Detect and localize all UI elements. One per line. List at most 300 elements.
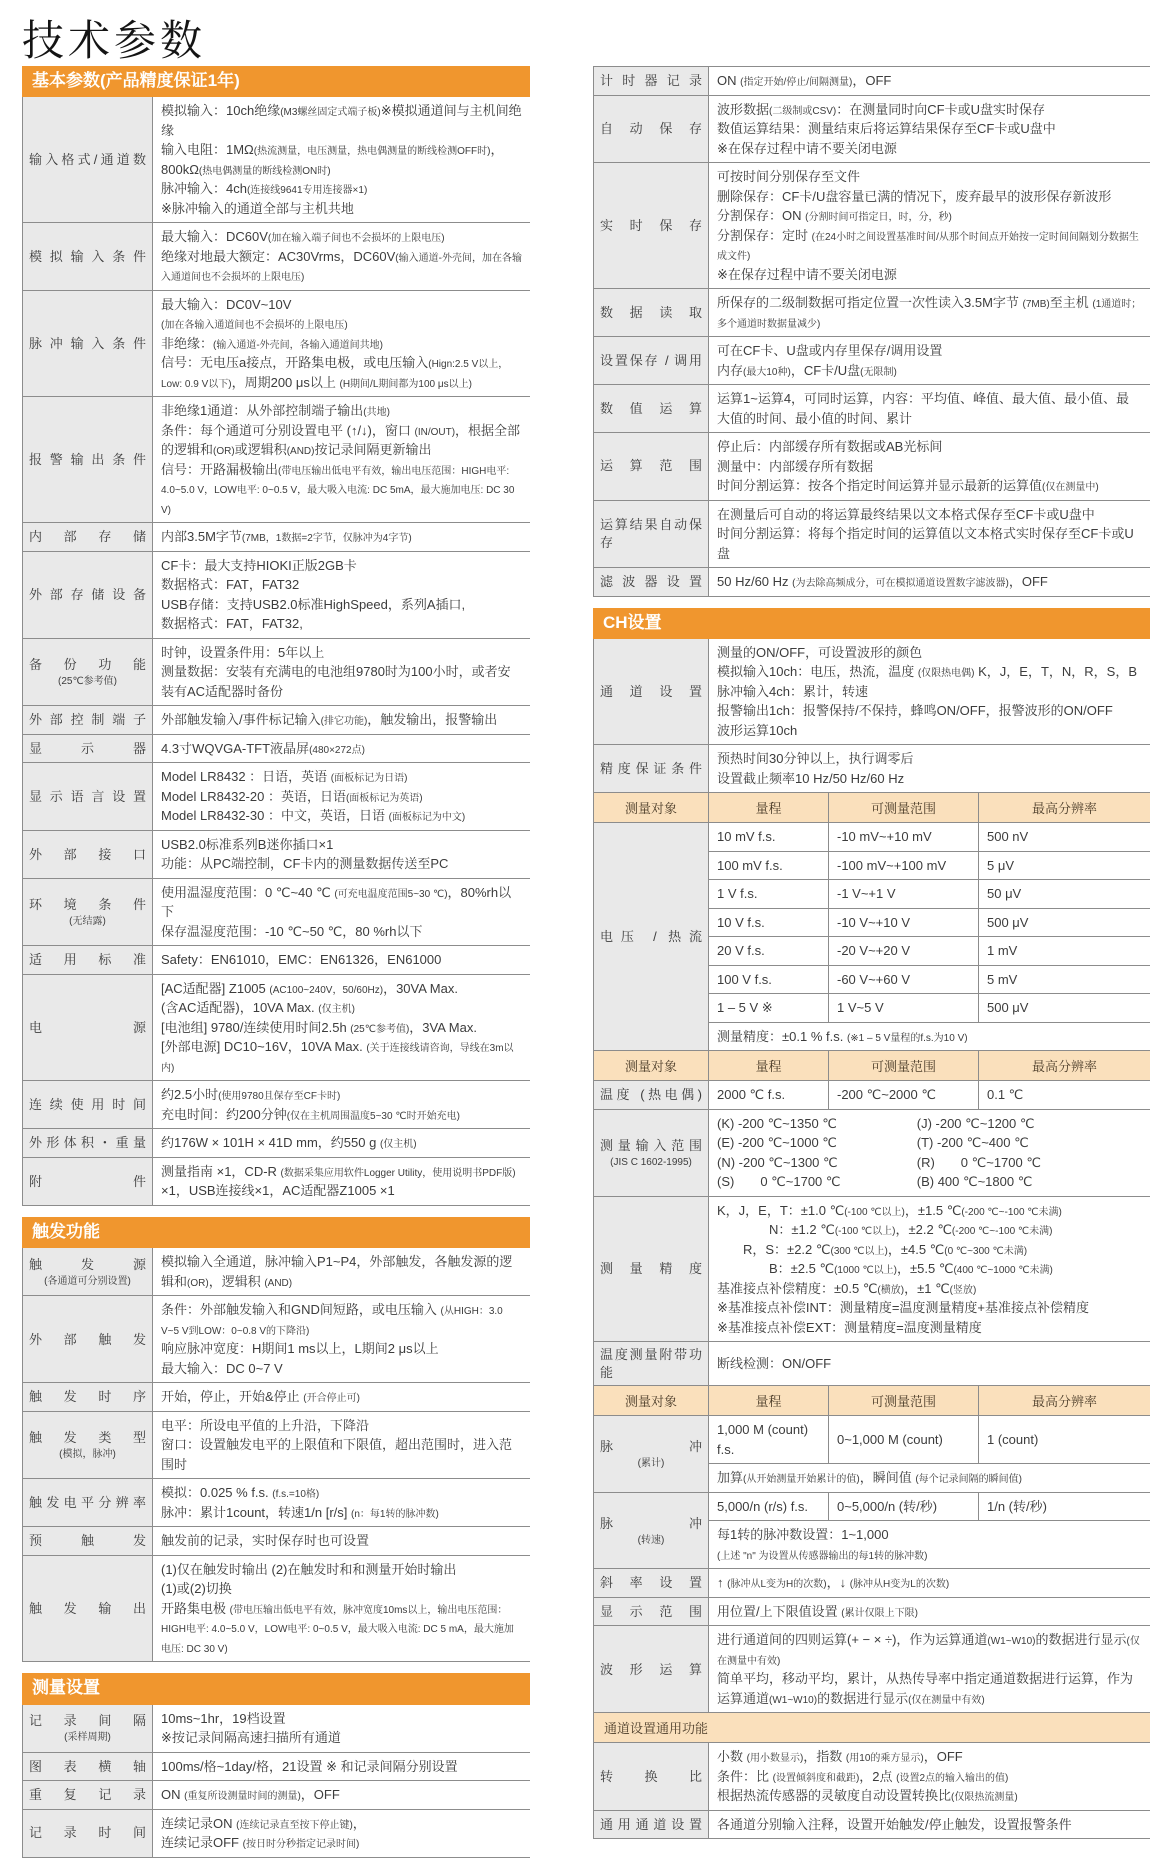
range-value: (S) 0 ℃~1700 ℃ [717, 1174, 841, 1190]
row-label-text: 通用通道设置 [600, 1816, 702, 1832]
spec-column-left [22, 66, 530, 1858]
row-label-subtext: (无结露) [69, 915, 106, 927]
row-label [23, 291, 153, 397]
measure-cell: -200 ℃~2000 ℃ [829, 1081, 979, 1109]
measure-header-cell: 最高分辨率 [1031, 1059, 1097, 1075]
measure-note-row [709, 1464, 1150, 1492]
row-label-text: 外部控制端子 [29, 712, 146, 728]
spec-line: 脉冲输入4ch：累计，转速 [717, 683, 868, 699]
fine-print: (7MB) [1022, 299, 1050, 310]
measure-cell: 0~1,000 M (count) [829, 1416, 979, 1463]
spec-row [594, 433, 1150, 501]
fine-print: (H期间/L期间都为100 μs以上) [339, 378, 472, 390]
spec-line: 根据热流传感器的灵敏度自动设置转换比(仅限热流测量) [717, 1788, 1018, 1804]
fine-print: (仅在测量中有效) [908, 1694, 985, 1706]
row-label-text: 电源 [29, 1019, 146, 1035]
row-content [709, 1743, 1150, 1810]
spec-line: 数据格式：FAT，FAT32, [161, 616, 303, 632]
spec-row [23, 735, 530, 764]
row-content [709, 1811, 1150, 1839]
row-content [153, 291, 530, 397]
row-content [153, 1383, 530, 1411]
row-content [709, 337, 1150, 384]
row-content [709, 1110, 1150, 1196]
row-label-text: 环境条件 [29, 897, 146, 913]
fine-print: (※1 – 5 V量程的f.s.为10 V) [846, 1032, 968, 1044]
measure-header-cell: 量程 [709, 1051, 829, 1080]
row-label [23, 831, 153, 878]
row-label-text: 实时保存 [600, 217, 702, 233]
spec-line: 测量精度：±0.1 % f.s. (※1 – 5 V量程的f.s.为10 V) [717, 1028, 968, 1044]
section [22, 1673, 530, 1857]
spec-line: ※基准接点补偿INT：测量精度=温度测量精度+基准接点补偿精度 [717, 1300, 1090, 1316]
measure-grid-row [709, 937, 1150, 966]
measure-header-cell: 测量对象 [594, 793, 709, 822]
row-label-text: 波形运算 [600, 1661, 702, 1677]
spec-line: 测量数据：安装有充满电的电池组9780时为100小时，或者安装有AC适配器时备份 [161, 664, 511, 699]
row-label-text: 数据读取 [600, 304, 702, 320]
spec-row [594, 1743, 1150, 1811]
fine-print: (连接线9641专用连接器×1) [246, 185, 368, 197]
measure-grid-row [709, 1416, 1150, 1464]
spec-line: 测量的ON/OFF，可设置波形的颜色 [717, 644, 923, 660]
measure-note [709, 1521, 935, 1568]
row-label-subtext: (采样周期) [64, 1731, 111, 1743]
row-label [23, 1412, 153, 1479]
spec-line: B：±2.5 ℃(1000 ℃以上)，±5.5 ℃(400 ℃~1000 ℃未满) [717, 1261, 1053, 1277]
measure-header-cell: 量程 [709, 1386, 829, 1415]
row-content [153, 1527, 530, 1555]
fine-print: (-200 ℃~-100 ℃未满) [961, 1206, 1062, 1218]
spec-line: 预热时间30分钟以上，执行调零后 [717, 751, 914, 767]
spec-row [23, 1810, 530, 1858]
spec-line: Safety：EN61010，EMC：EN61326，EN61000 [161, 952, 442, 968]
spec-row [23, 1383, 530, 1412]
row-content [709, 289, 1150, 336]
fine-print: (f.s.=10格) [272, 1489, 320, 1501]
spec-row [23, 223, 530, 291]
measure-table-header [594, 1386, 1150, 1416]
section-header: 测量设置 [22, 1673, 530, 1704]
row-label-text: 连续使用时间 [29, 1097, 146, 1113]
row-label [594, 163, 709, 288]
row-label-subtext: (累计) [637, 1458, 665, 1469]
spec-line: 时间分割运算：按各个指定时间运算并显示最新的运算值(仅在测量中) [717, 478, 1099, 493]
row-label [23, 397, 153, 522]
page-title: 技术参数 [22, 19, 207, 65]
spec-line: 波形运算10ch [717, 722, 798, 738]
row-content [709, 385, 1150, 432]
fine-print: (无限制) [860, 366, 897, 378]
row-label-text: 备份功能 [29, 657, 146, 673]
spec-line: 模拟输入全通道，脉冲输入P1~P4，外部触发，各触发源的逻辑和(OR)，逻辑积 (AND) [161, 1254, 513, 1289]
fine-print: (横放) [877, 1284, 905, 1296]
row-label [23, 946, 153, 974]
fine-print: (AND) [264, 1277, 293, 1289]
row-label-text: 显示语言设置 [29, 788, 146, 804]
spec-line: 数值运算结果：测量结束后将运算结果保存至CF卡或U盘中 [717, 121, 1056, 136]
fine-print: (1000 ℃以上) [834, 1265, 898, 1277]
fine-print: (OR) [187, 1277, 209, 1289]
measure-grid-row [709, 823, 1150, 852]
spec-table [593, 639, 1150, 1840]
spec-row [594, 1598, 1150, 1627]
spec-line: CF卡：最大支持HIOKI正版2GB卡 [161, 557, 357, 573]
measure-table-header [594, 793, 1150, 823]
measure-cell: -60 V~+60 V [829, 966, 979, 994]
spec-line: 连续记录OFF (按日时分秒指定记录时间) [161, 1835, 360, 1851]
row-label [594, 745, 709, 792]
row-label-text: 显示器 [29, 740, 146, 756]
measure-cell: 5 μV [987, 857, 1015, 873]
spec-line: 开路集电极 (带电压输出低电平有效，脉冲宽度10ms以上，输出电压范围：HIGH电平: 4.0~5.0 V，LOW电平: 0~0.5 V，最大吸入电流: DC 5 mA，最大施加电压: DC 30 V) [161, 1600, 514, 1655]
range-value: (T) -200 ℃~400 ℃ [916, 1135, 1029, 1151]
measure-grid [709, 823, 1150, 1050]
spec-row [23, 1081, 530, 1129]
row-label-text: 测量精度 [600, 1261, 702, 1277]
fine-print: (带电压输出低电平有效，脉冲宽度10ms以上，输出电压范围：HIGH电平: 4.0~5.0 V，LOW电平: 0~0.5 V，最大吸入电流: DC 5 mA，最大施加电压: DC 30 V) [161, 1604, 514, 1655]
fine-print: (-200 ℃~-100 ℃未满) [951, 1226, 1053, 1238]
fine-print: (二级制或CSV) [769, 105, 837, 117]
spec-row [23, 1129, 530, 1158]
spec-line: [AC适配器] Z1005 (AC100~240V，50/60Hz)，30VA Max. [161, 980, 458, 996]
spec-line: 波形数据(二级制或CSV)：在测量同时向CF卡或U盘实时保存 [717, 101, 1045, 117]
fine-print: (仅限热流测量) [951, 1792, 1018, 1804]
spec-row [23, 946, 530, 975]
spec-line: 加算(从开始测量开始累计的值)，瞬间值 (每个记录间隔的瞬间值) [717, 1470, 1022, 1486]
measure-cell: 1/n (转/秒) [987, 1498, 1047, 1514]
measure-grid-row [709, 1081, 1150, 1109]
range-value: (J) -200 ℃~1200 ℃ [916, 1115, 1035, 1131]
section-header: CH设置 [593, 608, 1150, 639]
spec-row [594, 289, 1150, 337]
row-label [594, 1811, 709, 1839]
spec-line: 分割保存：定时 (在24小时之间设置基准时间/从那个时间点开始按一定时间间隔划分数据生成文件) [717, 227, 1139, 262]
row-content [153, 1296, 530, 1382]
row-label [23, 523, 153, 551]
row-label-text: 斜率设置 [600, 1575, 702, 1591]
row-label-text: 记录间隔 [29, 1713, 146, 1729]
measure-row [594, 1493, 1150, 1570]
spec-line: 在测量后可自动的将运算最终结果以文本格式保存至CF卡或U盘中 [717, 506, 1095, 522]
measure-cell: 10 V f.s. [709, 909, 829, 937]
row-label [594, 67, 709, 95]
fine-print: (关于连接线请咨询，导线在3m以内) [161, 1043, 514, 1074]
spec-line: 报警输出1ch：报警保持/不保持，蜂鸣ON/OFF，报警波形的ON/OFF [717, 703, 1113, 719]
measure-header-cell: 可测量范围 [829, 1386, 979, 1415]
spec-row [23, 1527, 530, 1556]
spec-line: 连续记录ON (连续记录直至按下停止键)， [161, 1815, 366, 1831]
spec-line: 运算1~运算4，可同时运算，内容：平均值、峰值、最大值、最小值、最大值的时间、最小值的时间、累计 [717, 391, 1130, 426]
range-value: (E) -200 ℃~1000 ℃ [717, 1135, 837, 1151]
fine-print: (共地) [363, 407, 390, 419]
fine-print: (-100 ℃以上) [834, 1226, 896, 1238]
spec-line: 可在CF卡、U盘或内存里保存/调用设置 [717, 343, 943, 358]
row-content [709, 1197, 1150, 1342]
row-content [153, 735, 530, 763]
row-label-text: 转换比 [600, 1768, 702, 1784]
row-label-text: 记录时间 [29, 1825, 146, 1841]
row-label-text: 触发电平分辨率 [29, 1495, 146, 1510]
row-label-text: 预触发 [29, 1533, 146, 1549]
row-label [23, 639, 153, 706]
spec-table [22, 1705, 530, 1858]
spec-line: 功能：从PC端控制，CF卡内的测量数据传送至PC [161, 856, 449, 872]
spec-line: 分割保存：ON (分割时间可指定日，时，分，秒) [717, 208, 952, 223]
section [22, 1217, 530, 1662]
measure-grid-row [709, 966, 1150, 995]
fine-print: (面板标记为日语) [330, 773, 408, 785]
spec-line: 输入电阻：1MΩ(热流测量，电压测量，热电偶测量的断线检测OFF时)， [161, 142, 504, 158]
row-label [594, 1110, 709, 1196]
row-content [153, 1705, 530, 1752]
fine-print: (仅在主机周围温度5~30 ℃时开始充电) [286, 1110, 460, 1122]
spec-line: 断线检测：ON/OFF [717, 1356, 832, 1372]
row-content [153, 397, 530, 522]
spec-line: ※脉冲输入的通道全部与主机共地 [161, 200, 354, 216]
row-label [594, 1493, 709, 1569]
measure-cell: 10 mV f.s. [709, 823, 829, 851]
spec-row [594, 1342, 1150, 1386]
measure-row [594, 823, 1150, 1051]
measure-cell: 20 V f.s. [709, 937, 829, 965]
spec-line: 条件：比 (设置倾斜度和截距)，2点 (设置2点的输入输出的值) [717, 1768, 1009, 1784]
row-content [153, 1412, 530, 1479]
fine-print: (n：每1转的脉冲数) [351, 1508, 439, 1520]
row-label [594, 1598, 709, 1626]
row-label [23, 1810, 153, 1857]
measure-cell: 100 mV f.s. [709, 852, 829, 880]
row-label [594, 1743, 709, 1810]
row-content [153, 763, 530, 830]
range-pair [717, 1114, 1142, 1134]
row-label [23, 879, 153, 946]
spec-row [23, 397, 530, 523]
spec-row [594, 745, 1150, 793]
spec-line: 约176W × 101H × 41D mm，约550 g (仅主机) [161, 1135, 417, 1151]
row-label [23, 552, 153, 638]
row-content [709, 1626, 1150, 1712]
fine-print: (连续记录直至按下停止键) [236, 1819, 353, 1831]
row-label-text: 电压 / 热流 [600, 929, 702, 945]
row-content [709, 96, 1150, 163]
row-label [23, 1158, 153, 1205]
range-pair [717, 1153, 1142, 1173]
spec-line: 开始，停止，开始&停止 (开合停止可) [161, 1389, 360, 1405]
fine-print: (OR) [213, 446, 235, 458]
spec-line: 基准接点补偿精度：±0.5 ℃(横放)，±1 ℃(竖放) [717, 1280, 977, 1296]
row-content [153, 1781, 530, 1809]
fine-print: (脉冲从L变为H的次数) [727, 1579, 827, 1591]
fine-print: (热流测量，电压测量，热电偶测量的断线检测OFF时) [253, 146, 491, 158]
spec-row [23, 1296, 530, 1383]
fine-print: (为去除高频成分，可在模拟通道设置数字滤波器) [792, 578, 1009, 589]
fine-print: (7MB，1数据=2字节，仅脉冲为4字节) [241, 533, 412, 545]
measure-cell: -100 mV~+100 mV [829, 852, 979, 880]
fine-print: (分割时间可指定日，时，分，秒) [805, 212, 952, 223]
fine-print: (指定开始/停止/间隔测量) [740, 77, 853, 88]
measure-grid-row [709, 852, 1150, 881]
row-content [153, 97, 530, 222]
row-label-text: 运算范围 [600, 458, 702, 474]
measure-grid-row [709, 909, 1150, 938]
measure-header-cell: 可测量范围 [829, 1051, 979, 1080]
fine-print: (竖放) [949, 1284, 977, 1296]
fine-print: (输入通道-外壳间，加在各输入通道间也不会损坏的上限电压) [161, 252, 522, 284]
subsection-bar: 通道设置通用功能 [594, 1713, 1150, 1743]
row-label [23, 1705, 153, 1752]
row-label-text: 设置保存 / 调用 [600, 352, 702, 368]
row-label [23, 1753, 153, 1781]
fine-print: (在24小时之间设置基准时间/从那个时间点开始按一定时间间隔划分数据生成文件) [717, 231, 1139, 262]
spec-line: 约2.5小时(使用9780且保存至CF卡时) [161, 1087, 341, 1103]
section [22, 66, 530, 1206]
row-content [153, 1081, 530, 1128]
row-label [23, 1248, 153, 1295]
fine-print: (仅主机) [318, 1004, 355, 1016]
spec-row [23, 1781, 530, 1810]
measure-cell: 5,000/n (r/s) f.s. [709, 1493, 829, 1521]
spec-line: 响应脉冲宽度：H期间1 ms以上，L期间2 μs以上 [161, 1341, 439, 1357]
measure-note [709, 1023, 976, 1051]
measure-cell: 500 μV [987, 1000, 1029, 1016]
row-content [709, 568, 1150, 596]
spec-column-right [593, 66, 1150, 1839]
fine-print: (仅限热电偶) [917, 668, 975, 680]
spec-line: 可按时间分别保存至文件 [717, 169, 861, 184]
row-label-text: 显示范围 [600, 1603, 702, 1619]
spec-line: ※在保存过程中请不要关闭电源 [717, 140, 897, 156]
measure-grid [709, 1416, 1150, 1492]
fine-print: (IN/OUT) [414, 426, 456, 438]
row-label [23, 1129, 153, 1157]
row-label-subtext: (25℃参考值) [57, 675, 117, 687]
spec-line: 10ms~1hr，19档设置 [161, 1710, 286, 1726]
range-value: (K) -200 ℃~1350 ℃ [717, 1115, 837, 1131]
spec-line: 窗口：设置触发电平的上限值和下限值，超出范围时，进入范围时 [161, 1437, 513, 1472]
spec-row [23, 1248, 530, 1296]
row-content [153, 1810, 530, 1857]
spec-line: 外部触发输入/事件标记输入(排它功能)，触发输出，报警输出 [161, 712, 498, 728]
measure-cell: 1 V~5 V [829, 994, 979, 1022]
spec-row [23, 763, 530, 831]
spec-row [23, 1556, 530, 1663]
fine-print: (加在各输入通道间也不会损坏的上限电压) [161, 320, 348, 332]
measure-cell: 0~5,000/n (转/秒) [829, 1493, 979, 1521]
range-value: (N) -200 ℃~1300 ℃ [717, 1154, 838, 1170]
spec-line: ON (指定开始/停止/间隔测量)，OFF [717, 73, 892, 88]
spec-row [594, 639, 1150, 746]
fine-print: (面板标记为英语) [345, 792, 423, 804]
fine-print: (Hign:2.5 V以上，Low: 0.9 V以下) [161, 359, 509, 390]
spec-line: 小数 (用小数显示)，指数 (用10的乘方显示)，OFF [717, 1749, 963, 1765]
measure-note-row [709, 1521, 1150, 1568]
spec-line: ※按记录间隔高速扫描所有通道 [161, 1730, 341, 1746]
spec-row [594, 501, 1150, 569]
row-label [23, 1296, 153, 1382]
fine-print: (设置倾斜度和截距) [772, 1772, 860, 1784]
section [593, 66, 1150, 597]
measure-cell: 500 μV [987, 914, 1029, 930]
spec-line: USB2.0标准系列B迷你插口×1 [161, 836, 334, 852]
measure-cell: 5 mV [987, 971, 1018, 987]
row-label-text: 模拟输入条件 [29, 248, 146, 264]
measure-grid-row [709, 994, 1150, 1023]
row-label-text: 附件 [29, 1173, 146, 1189]
range-pair [717, 1172, 1142, 1192]
spec-line: 内存(最大10种)，CF卡/U盘(无限制) [717, 362, 897, 378]
measure-cell: 1 (count) [987, 1432, 1039, 1448]
row-label [23, 735, 153, 763]
fine-print: (400 ℃~1000 ℃未满) [953, 1265, 1053, 1277]
row-label-subtext: (转速) [637, 1534, 665, 1546]
measure-cell: 50 μV [987, 886, 1022, 902]
spec-line: 用位置/上下限值设置 (累计仅限上下限) [717, 1603, 918, 1619]
row-label-text: 适用标准 [29, 952, 146, 968]
spec-line [161, 314, 522, 334]
row-content [153, 831, 530, 878]
spec-row [594, 96, 1150, 164]
spec-line: 50 Hz/60 Hz (为去除高频成分，可在模拟通道设置数字滤波器)，OFF [717, 574, 1048, 589]
spec-line: (1)仅在触发时输出 (2)在触发时和和测量开始时输出 [161, 1561, 457, 1577]
spec-line: (1)或(2)切换 [161, 1581, 232, 1597]
spec-line: 电平：所设电平值的上升沿，下降沿 [161, 1417, 370, 1433]
row-label-text: 精度保证条件 [600, 761, 702, 777]
spec-line: 绝缘对地最大额定：AC30Vrms，DC60V(输入通道-外壳间，加在各输入通道间也不会损坏的上限电压) [161, 248, 522, 284]
row-label [23, 975, 153, 1081]
spec-line: ※基准接点补偿EXT：测量精度=温度测量精度 [717, 1319, 982, 1335]
spec-line: 100ms/格~1day/格，21设置 ※ 和记录间隔分别设置 [161, 1758, 458, 1774]
row-content [709, 67, 1150, 95]
spec-line: ON (重复所设测量时间的测量)，OFF [161, 1787, 340, 1803]
measure-cell: -10 V~+10 V [829, 909, 979, 937]
row-label-text: 滤波器设置 [600, 573, 702, 589]
row-content [153, 639, 530, 706]
row-content [153, 1556, 530, 1662]
spec-row [594, 337, 1150, 385]
fine-print: (加在输入端子间也不会损坏的上限电压) [267, 233, 445, 245]
fine-print: (AC100~240V，50/60Hz) [269, 984, 384, 996]
fine-print: (用小数显示) [746, 1753, 804, 1765]
measure-cell: 1 mV [987, 943, 1018, 959]
fine-print: (带电压输出低电平有效，输出电压范围：HIGH电平: 4.0~5.0 V，LOW电平: 0~0.5 V，最大吸入电流: DC 5mA，最大施加电压: DC 30 V) [161, 465, 515, 516]
measure-note [709, 1464, 1030, 1492]
spec-line: 使用温湿度范围：0 ℃~40 ℃ (可充电温度范围5~30 ℃)，80%rh以下 [161, 884, 512, 920]
row-label [594, 568, 709, 596]
spec-row [594, 568, 1150, 597]
fine-print: (设置2点的输入输出的值) [896, 1772, 1009, 1784]
fine-print: (每个记录间隔的瞬间值) [915, 1474, 1022, 1486]
row-label [23, 1781, 153, 1809]
spec-line: 测量指南 ×1，CD-R (数据采集应用软件Logger Utility，使用说明书PDF版) ×1，USB连接线×1，AC适配器Z1005 ×1 [161, 1163, 516, 1199]
measure-cell: 100 V f.s. [709, 966, 829, 994]
row-label-text: 脉冲 [600, 1515, 702, 1531]
fine-print: (累计仅限上下限) [841, 1607, 918, 1619]
spec-line: 停止后：内部缓存所有数据或AB光标间 [717, 439, 943, 454]
row-content [153, 1248, 530, 1295]
fine-print: (最大10种) [743, 366, 791, 378]
row-label [23, 1383, 153, 1411]
fine-print: (1通道时；多个通道时数据量减少) [717, 299, 1142, 330]
spec-line: USB存储：支持USB2.0标准HighSpeed，系列A插口, [161, 596, 466, 612]
row-label-subtext: (JIS C 1602-1995) [610, 1156, 692, 1168]
row-label-text: 外形体积・重量 [29, 1135, 146, 1151]
row-label-text: 运算结果自动保存 [600, 517, 702, 550]
spec-line: 进行通道间的四则运算(+ − × ÷)，作为运算通道(W1~W10)的数据进行显示(仅在测量中有效) [717, 1632, 1140, 1667]
measure-cell: 0.1 ℃ [987, 1087, 1024, 1103]
row-label [23, 1479, 153, 1526]
row-label-text: 触发源 [29, 1257, 146, 1272]
